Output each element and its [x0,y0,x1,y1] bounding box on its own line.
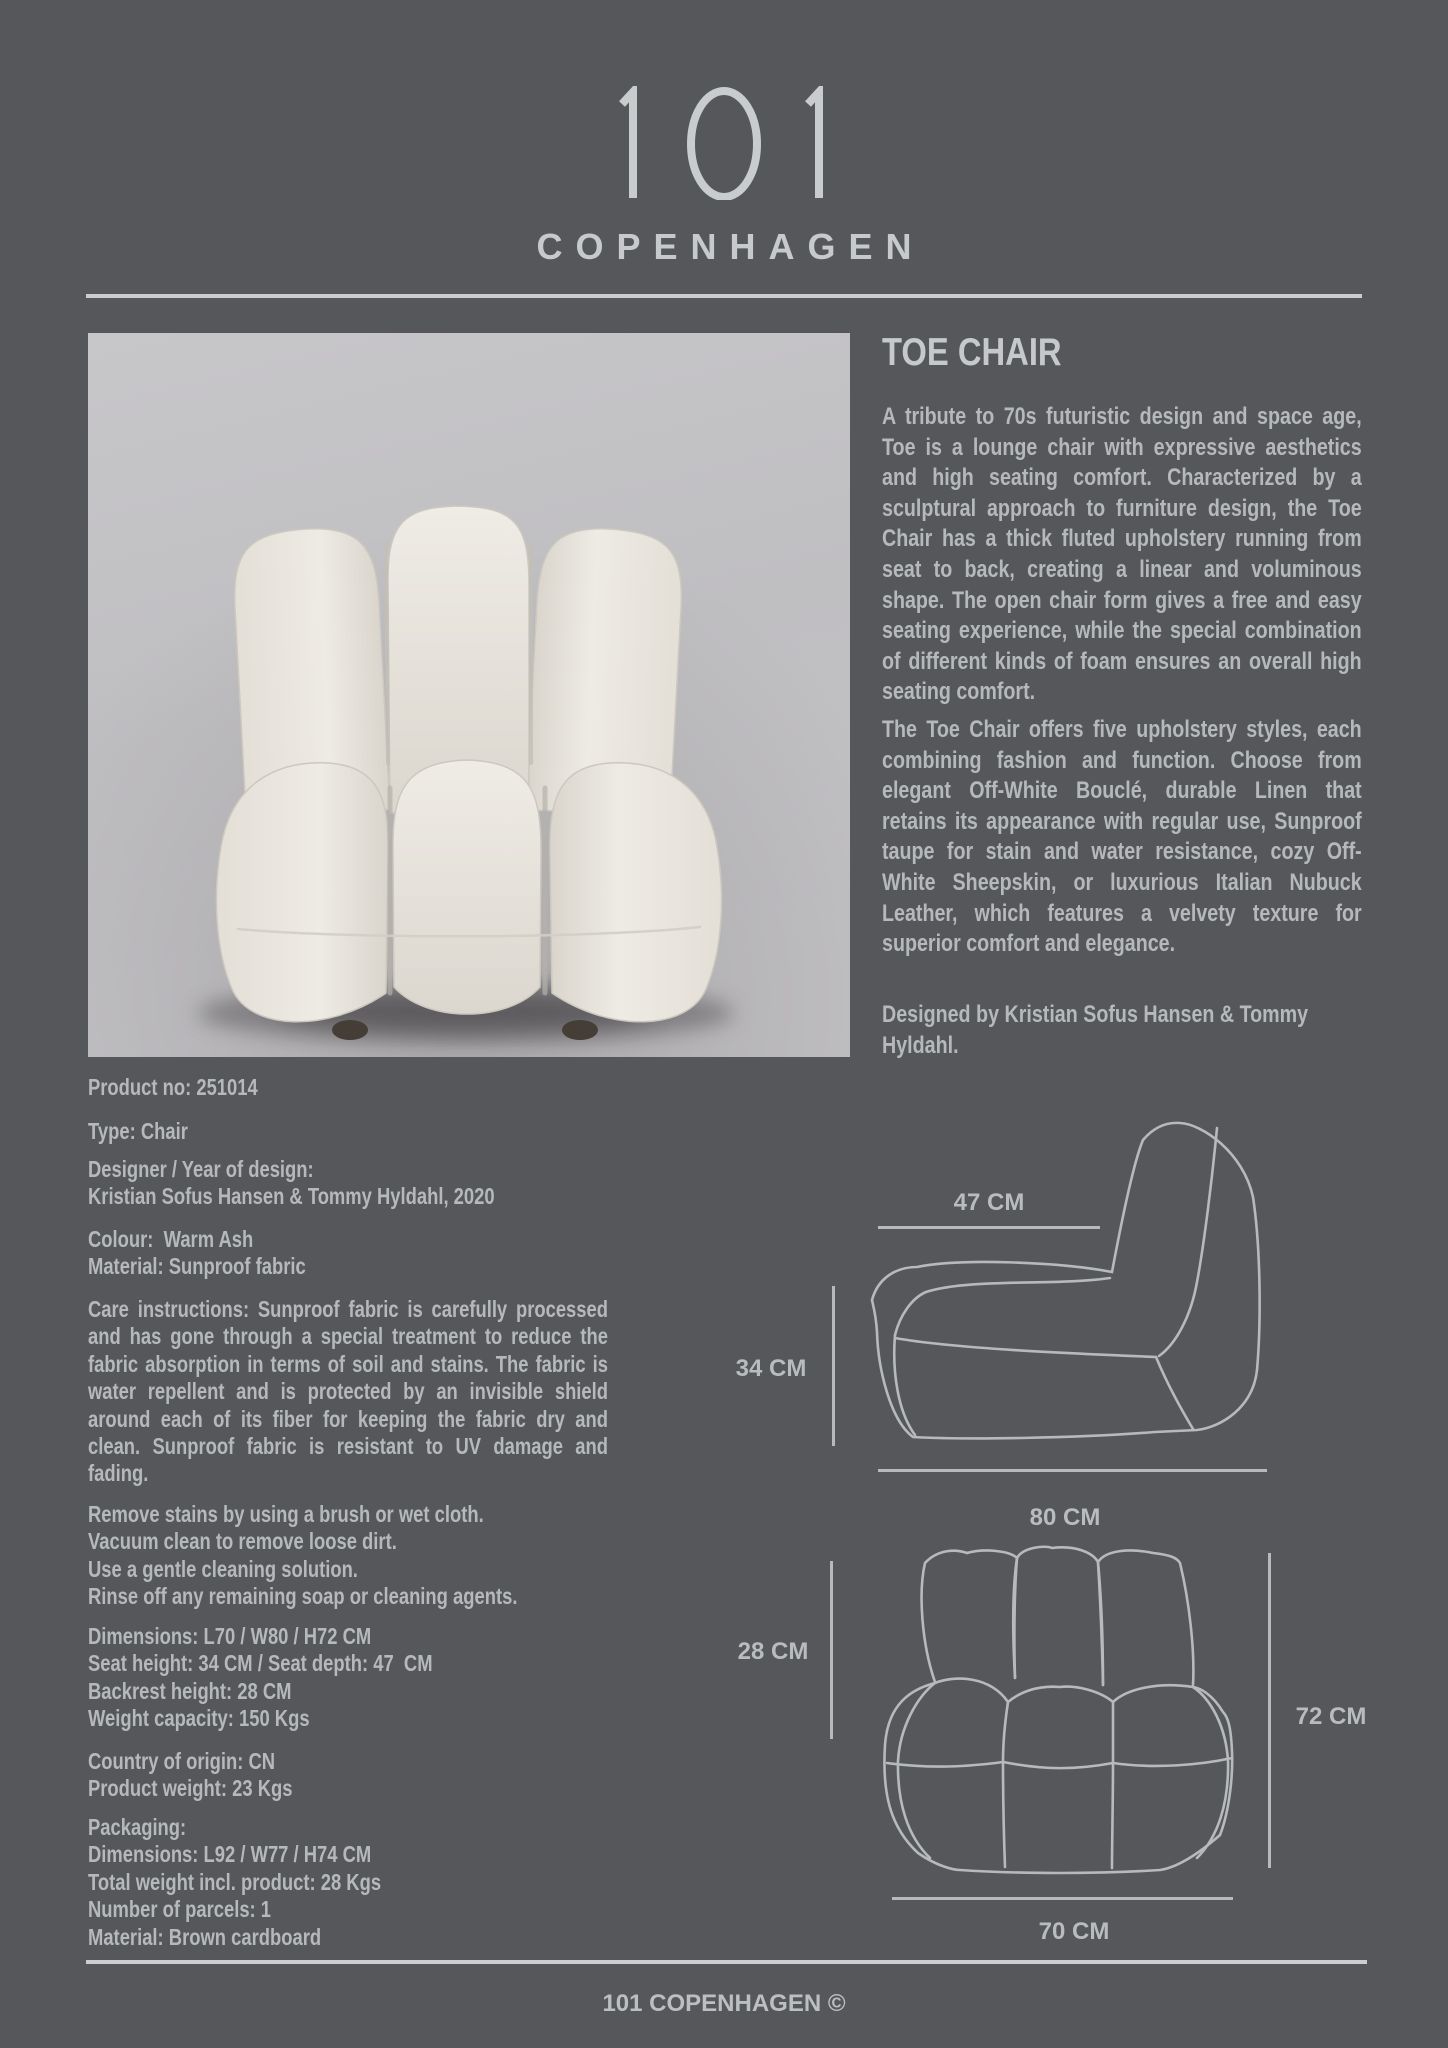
detail-type [88,1118,608,1145]
detail-care-instructions [88,1296,608,1488]
care-step: Vacuum clean to remove loose dirt. [88,1528,397,1555]
dim-line-width [892,1897,1233,1900]
origin-line: Country of origin: CN [88,1748,276,1774]
detail-product-no [88,1074,608,1101]
packaging-line: Total weight incl. product: 28 Kgs [88,1868,382,1895]
dimension-line: Dimensions: L70 / W80 / H72 CM [88,1623,372,1649]
product-photo [88,333,850,1057]
dim-label-total-height: 72 CM [1295,1703,1367,1730]
dimension-line: Backrest height: 28 CM [88,1677,292,1704]
detail-packaging [88,1814,608,1951]
front-view-diagram [860,1545,1300,1945]
care-step: Remove stains by using a brush or wet cloth. [88,1501,484,1527]
copyright-text: 101 COPENHAGEN © [602,1990,846,2017]
designer-credit: Designed by Kristian Sofus Hansen & Tommy Hyldahl. [882,1001,1309,1059]
origin-line: Product weight: 23 Kgs [88,1775,293,1802]
brand-logo-101-icon [619,86,829,200]
header-divider [86,294,1362,298]
colour-line: Colour: Warm Ash [88,1226,254,1252]
dim-label-length: 80 CM [1029,1504,1101,1531]
material-line: Material: Sunproof fabric [88,1253,306,1280]
detail-colour-material [88,1226,608,1281]
toe-chair-photo-illustration [88,333,850,1057]
dim-line-backrest-height [830,1561,833,1739]
care-step: Use a gentle cleaning solution. [88,1555,358,1582]
detail-designer [88,1156,608,1211]
dim-line-total-height [1268,1553,1271,1868]
care-paragraph: Care instructions: Sunproof fabric is carefully processed and has gone through a special treatment to reduce the fabric absorption in terms of soil and stains. The fabric is water repellent and is protected by an invisible shield around each of its fiber for keeping the fabric dry and clean. Sunproof fabric is resistant to UV damage and fading. [88,1296,608,1487]
detail-dimensions [88,1623,608,1733]
packaging-line: Dimensions: L92 / W77 / H74 CM [88,1841,372,1868]
care-step: Rinse off any remaining soap or cleaning agents. [88,1583,518,1610]
dim-line-seat-depth [878,1226,1100,1229]
detail-care-steps [88,1501,608,1611]
packaging-line: Material: Brown cardboard [88,1923,322,1950]
dim-label-seat-height: 34 CM [735,1355,807,1382]
dim-label-seat-depth: 47 CM [953,1189,1025,1216]
designer-label-line: Designer / Year of design: [88,1156,314,1182]
footer-divider [86,1960,1367,1964]
packaging-line: Packaging: [88,1814,187,1840]
side-view-diagram [860,1120,1300,1480]
type-line: Type: Chair [88,1118,188,1144]
brand-wordmark: COPENHAGEN [536,226,925,267]
product-title: TOE CHAIR [882,331,1062,374]
designer-value-line: Kristian Sofus Hansen & Tommy Hyldahl, 2020 [88,1183,495,1210]
dim-label-backrest-height: 28 CM [737,1638,809,1665]
product-description-1: A tribute to 70s futuristic design and space age, Toe is a lounge chair with expressive aesthetics and high seating comfort. Characterized by a sculptural approach to furniture design, the Toe Chair has a thick fluted upholstery running from seat to back, creating a linear and voluminous shape. The open chair form gives a free and easy seating experience, while the special combination of different kinds of foam ensures an overall high seating comfort. [882,403,1362,706]
dimension-line: Seat height: 34 CM / Seat depth: 47 CM [88,1650,433,1677]
packaging-line: Number of parcels: 1 [88,1896,272,1923]
product-no-line: Product no: 251014 [88,1074,258,1100]
dim-line-seat-height [832,1286,835,1446]
dim-label-width: 70 CM [1038,1918,1110,1945]
dimension-line: Weight capacity: 150 Kgs [88,1705,310,1732]
detail-origin-weight [88,1748,608,1803]
dim-line-length [878,1469,1267,1472]
product-description-2: The Toe Chair offers five upholstery styles, each combining fashion and function. Choose from elegant Off-White Bouclé, durable Linen that retains its appearance with regular use, Sunproof taupe for stain and water resistance, cozy Off-White Sheepskin, or luxurious Italian Nubuck Leather, which features a velvety texture for superior comfort and elegance. [882,716,1362,958]
